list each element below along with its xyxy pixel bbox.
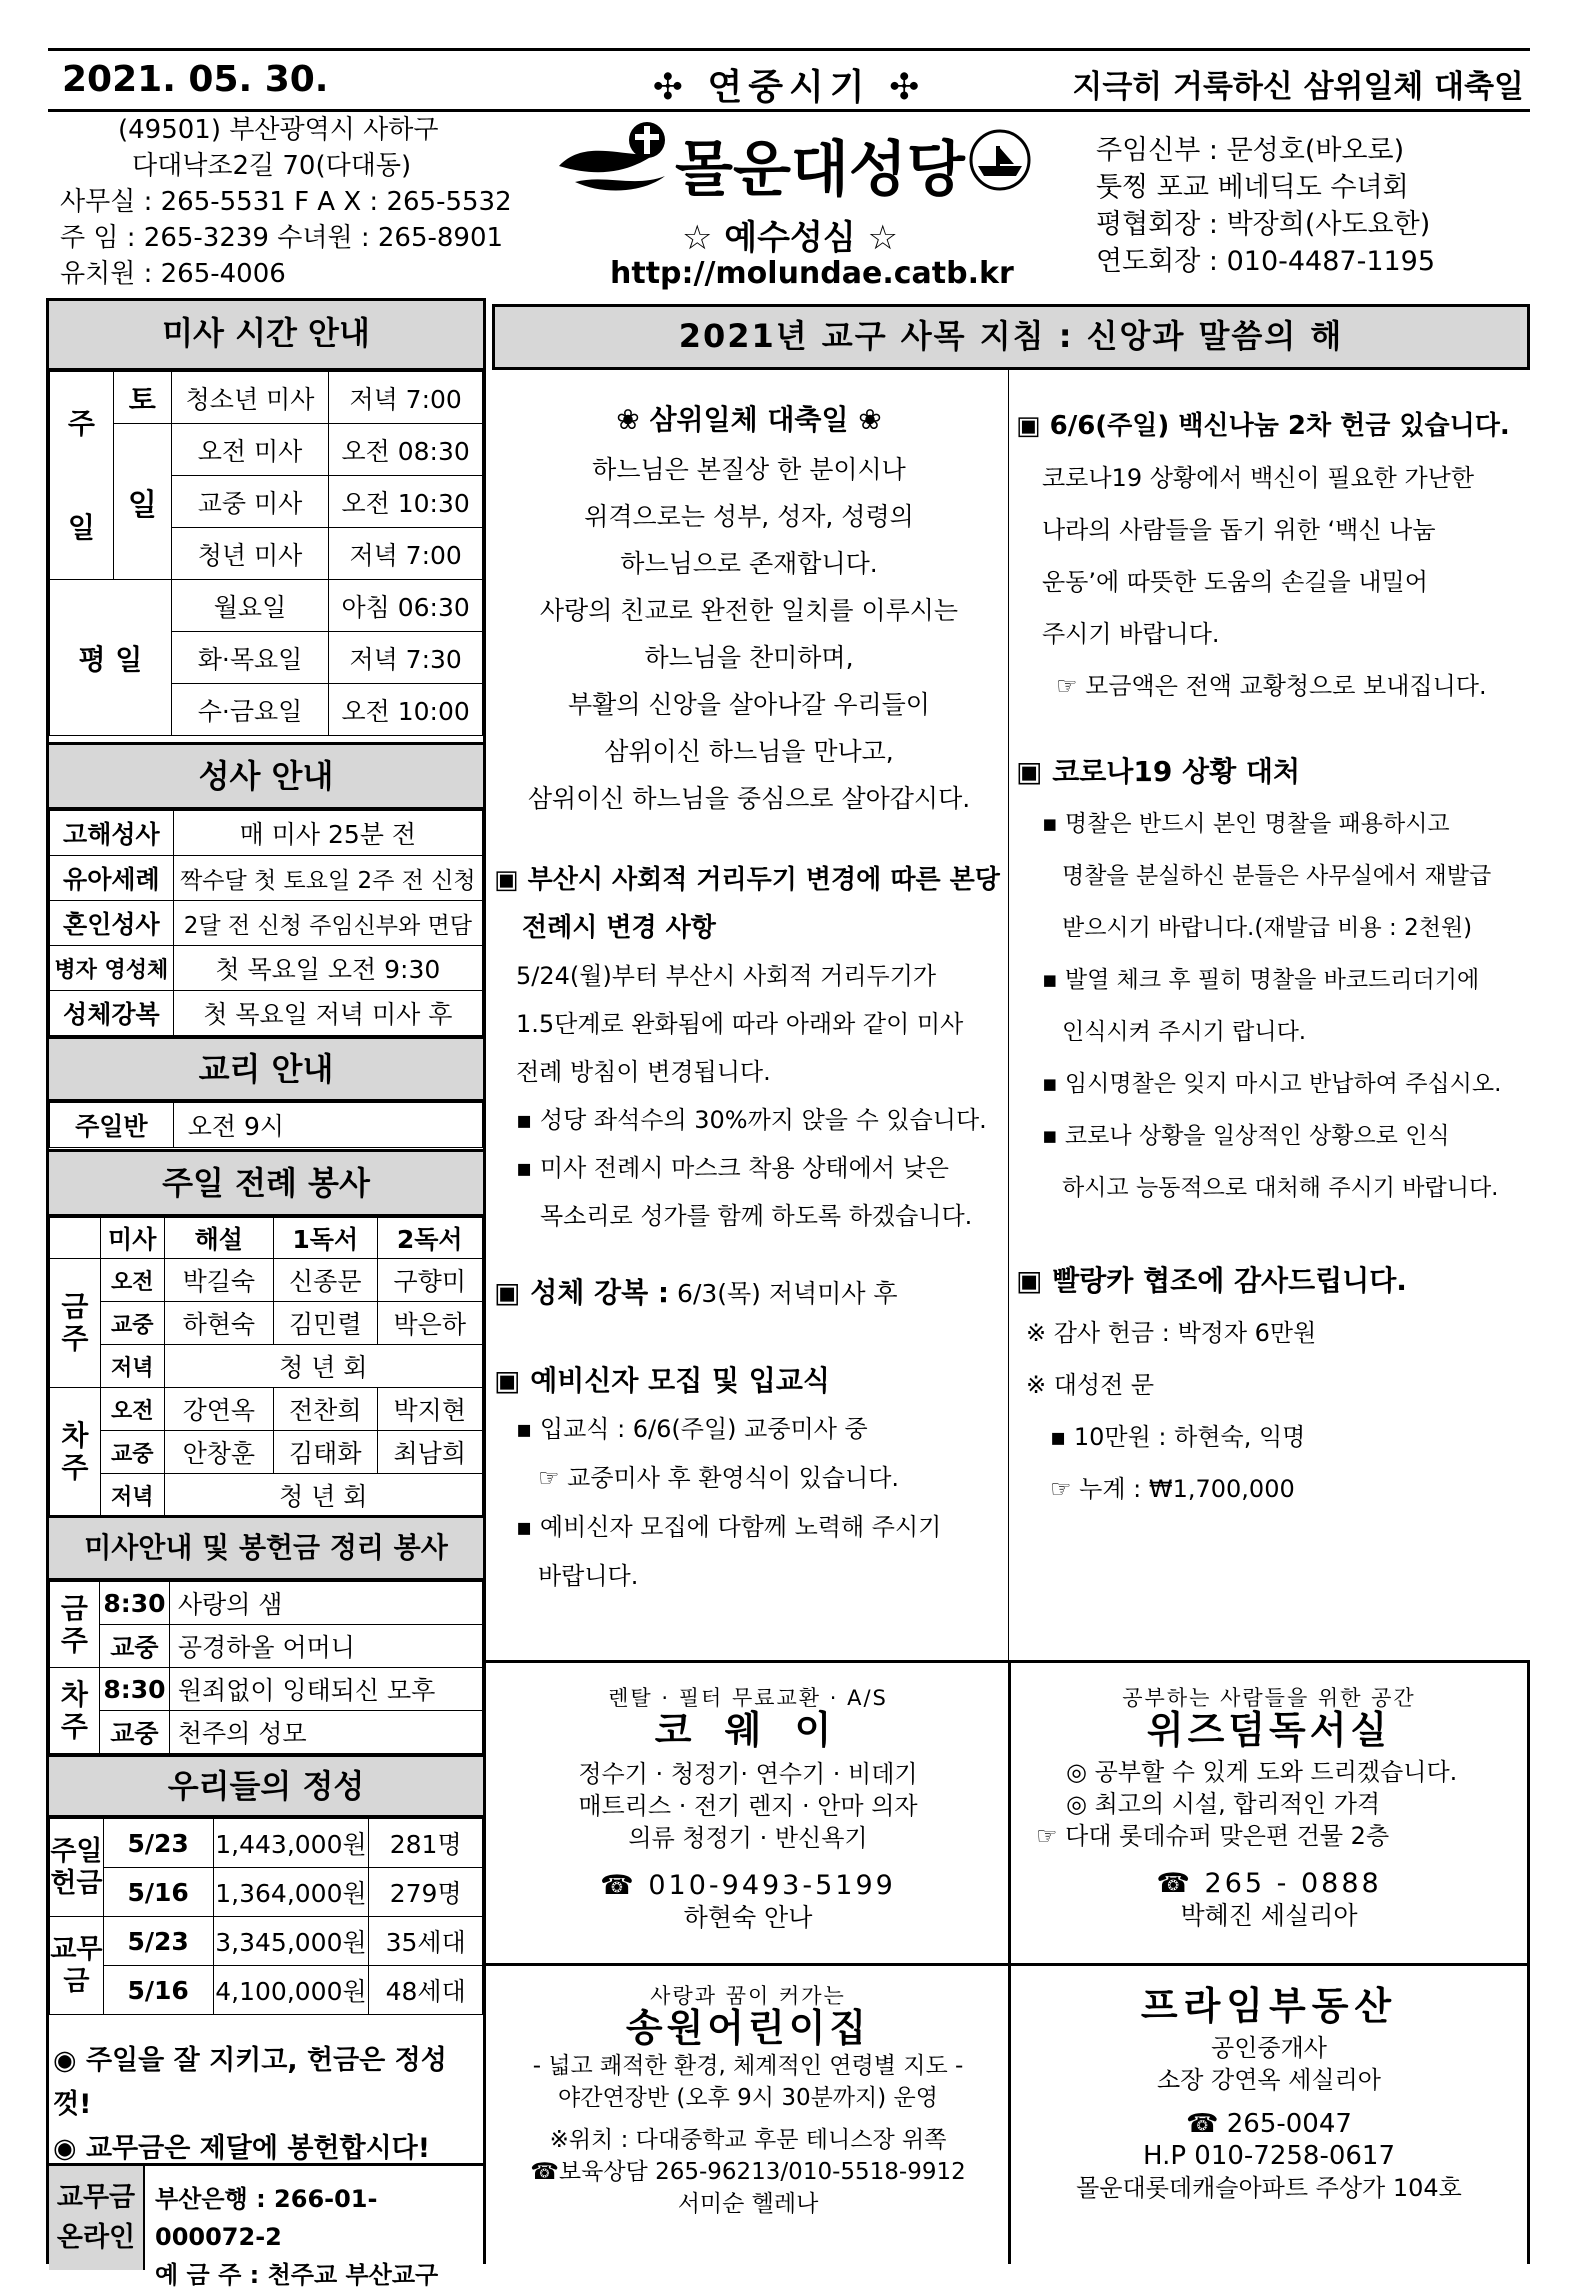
sacrament-info: 첫 목요일 저녁 미사 후: [173, 991, 482, 1036]
commentator: 박길숙: [164, 1259, 273, 1302]
mass-name: 교중 미사: [171, 476, 329, 528]
sacrament-name: 성체강복: [50, 991, 174, 1036]
sisters-line: 툿찡 포교 베네딕도 수녀회: [1096, 172, 1409, 203]
this-week-label: 금주: [50, 1582, 100, 1668]
ad-line: 소장 강연옥 세실리아: [1157, 2066, 1381, 2094]
covid-line: ▪ 코로나 상황을 일상적인 상황으로 인식: [1042, 1123, 1450, 1149]
offering-service-title: 미사안내 및 봉헌금 정리 봉사: [49, 1515, 483, 1581]
donations-table: [49, 1818, 483, 2015]
mass-slot: 교중: [100, 1431, 164, 1474]
ad-line: 야간연장반 (오후 9시 30분까지) 운영: [558, 2085, 938, 2111]
ad-location: ※위치 : 다대중학교 후문 테니스장 위쪽: [549, 2127, 947, 2153]
catechism-time: 오전 9시: [173, 1103, 482, 1148]
youth-group: 청 년 회: [164, 1474, 482, 1517]
donation-amount: 1,364,000원: [213, 1868, 369, 1917]
this-week-label: 금주: [50, 1259, 101, 1388]
youth-group: 청 년 회: [164, 1345, 482, 1388]
ad-phone: ☎보육상담 265-96213/010-5518-9912: [530, 2159, 966, 2185]
vaccine-line: 나라의 사람들을 돕기 위한 ‘백신 나눔: [1042, 516, 1436, 544]
sacrament-info: 첫 목요일 오전 9:30: [173, 946, 482, 991]
reader-2: 박은하: [377, 1302, 483, 1345]
trinity-line: 하느님은 본질상 한 분이시나: [592, 455, 906, 484]
saturday-label: 토: [113, 372, 171, 424]
reader-1: 김민렬: [274, 1302, 377, 1345]
thanks-line: ※ 대성전 문: [1026, 1371, 1155, 1399]
mass-slot: 8:30: [99, 1668, 169, 1711]
donation-date: 5/16: [103, 1868, 213, 1917]
distancing-title: ▣ 부산시 사회적 거리두기 변경에 따른 본당: [494, 865, 1000, 895]
address-line: (49501) 부산광역시 사하구: [118, 115, 439, 145]
distancing-bullet: ▪ 성당 좌석수의 30%까지 앉을 수 있습니다.: [516, 1106, 987, 1134]
sacrament-info: 매 미사 25분 전: [173, 811, 482, 856]
address-line: 다대낙조2길 70(다대동): [132, 151, 412, 181]
mass-slot: 교중: [99, 1711, 169, 1754]
mass-name: 오전 미사: [171, 424, 329, 476]
catechumen-line: 바랍니다.: [538, 1562, 639, 1590]
distancing-line: 전례 방침이 변경됩니다.: [516, 1058, 771, 1086]
offering-notes: [53, 2039, 483, 2171]
distancing-bullet: 목소리로 성가를 함께 하도록 하겠습니다.: [540, 1202, 973, 1230]
service-group: 원죄없이 잉태되신 모후: [169, 1668, 482, 1711]
online-info: [155, 2180, 483, 2294]
mass-times-title: 미사 시간 안내: [49, 301, 483, 371]
trinity-line: 부활의 신앙을 살아나갈 우리들이: [568, 690, 930, 719]
pastor-line: 주임신부 : 문성호(바오로): [1096, 135, 1405, 166]
next-week-label: 차주: [50, 1668, 100, 1754]
ad-phone: ☎ 010-9493-5199: [600, 1870, 896, 1901]
donation-count: 279명: [369, 1868, 483, 1917]
mass-name: 청소년 미사: [171, 372, 329, 424]
season-label: ✣ 연중시기 ✣: [652, 67, 926, 108]
trinity-section: [494, 402, 1004, 822]
covid-line: 하시고 능동적으로 대처해 주시기 바랍니다.: [1062, 1175, 1499, 1201]
thanks-line: ☞ 누계 : ₩1,700,000: [1050, 1475, 1295, 1503]
vaccine-title: ▣ 6/6(주일) 백신나눔 2차 헌금 있습니다.: [1016, 411, 1510, 441]
liturgy-title: 주일 전례 봉사: [49, 1149, 483, 1217]
catechumen-line: ▪ 예비신자 모집에 다함께 노력해 주시기: [516, 1513, 942, 1541]
ad-address: 몰운대롯데캐슬아파트 주상가 104호: [1076, 2174, 1462, 2202]
ad-line: 공인중개사: [1211, 2034, 1327, 2062]
donation-date: 5/23: [103, 1819, 213, 1868]
ship-emblem-icon: [968, 128, 1032, 192]
ad-line: ◎ 공부할 수 있게 도와 드리겠습니다.: [1066, 1758, 1458, 1786]
vaccine-section: [1016, 400, 1536, 712]
catechumen-line: ☞ 교중미사 후 환영식이 있습니다.: [538, 1464, 900, 1492]
mass-time: 오전 10:30: [329, 476, 483, 528]
mass-slot: 오전: [100, 1388, 164, 1431]
donation-date: 5/16: [103, 1966, 213, 2015]
ad-phone: ☎ 265 - 0888: [1156, 1868, 1382, 1899]
ad-line: 매트리스 · 전기 렌지 · 안마 의자: [578, 1792, 918, 1820]
mass-slot: 8:30: [99, 1582, 169, 1625]
covid-line: ▪ 발열 체크 후 필히 명찰을 바코드리더기에: [1042, 967, 1480, 993]
parish-due-label: 교무금: [50, 1917, 104, 2015]
covid-line: ▪ 임시명찰은 잊지 마시고 반납하여 주십시오.: [1042, 1071, 1502, 1097]
service-group: 공경하올 어머니: [169, 1625, 482, 1668]
sacrament-name: 유아세례: [50, 856, 174, 901]
ad-contact: 서미순 헬레나: [677, 2191, 819, 2217]
sunday-offering-label: 주일헌금: [50, 1819, 104, 1917]
distancing-line: 1.5단계로 완화됨에 따라 아래와 같이 미사: [516, 1010, 964, 1038]
offering-service-table: [49, 1581, 483, 1754]
ad-contact: 박혜진 세실리아: [1180, 1901, 1358, 1930]
covid-line: 받으시기 바랍니다.(재발급 비용 : 2천원): [1062, 915, 1473, 941]
service-group: 사랑의 샘: [169, 1582, 482, 1625]
feast-label: 지극히 거룩하신 삼위일체 대축일: [1072, 69, 1524, 105]
staff-block: [1096, 132, 1435, 280]
reader-2: 구향미: [377, 1259, 483, 1302]
catechism-table: [49, 1102, 483, 1148]
mass-slot: 오전: [100, 1259, 164, 1302]
ad-title: 프라임부동산: [1140, 1984, 1398, 2028]
catechumen-title: ▣ 예비신자 모집 및 입교식: [494, 1364, 830, 1397]
vaccine-note: ☞ 모금액은 전액 교황청으로 보내집니다.: [1056, 672, 1487, 700]
covid-line: 인식시켜 주시기 랍니다.: [1062, 1019, 1307, 1045]
trinity-line: 하느님으로 존재합니다.: [620, 549, 878, 578]
covid-title: ▣ 코로나19 상황 대처: [1016, 755, 1301, 788]
thanks-line: ▪ 10만원 : 하현숙, 익명: [1050, 1423, 1306, 1451]
trinity-title: ❀ 삼위일체 대축일 ❀: [616, 403, 882, 436]
ads-divider: [1008, 1660, 1011, 2264]
donation-amount: 4,100,000원: [213, 1966, 369, 2015]
sacrament-name: 혼인성사: [50, 901, 174, 946]
catechumen-line: ▪ 입교식 : 6/6(주일) 교중미사 중: [516, 1415, 868, 1443]
issue-date: 2021. 05. 30.: [62, 59, 329, 100]
covid-section: [1016, 746, 1536, 1214]
note-line: ◉ 주일을 잘 지키고, 헌금은 정성껏!: [53, 2045, 447, 2120]
distancing-line: 5/24(월)부터 부산시 사회적 거리두기가: [516, 962, 937, 990]
sacraments-table: [49, 810, 483, 1036]
prime-ad: [1012, 1984, 1526, 2204]
ad-line: 의류 청정기 · 반신욕기: [628, 1824, 868, 1852]
thanks-line: ※ 감사 헌금 : 박정자 6만원: [1026, 1319, 1317, 1347]
donation-amount: 1,443,000원: [213, 1819, 369, 1868]
ad-line: - 넓고 쾌적한 환경, 체계적인 연령별 지도 -: [532, 2053, 964, 2079]
phone-line: 유치원 : 265-4006: [60, 259, 286, 289]
yeondo-line: 연도회장 : 010-4487-1195: [1096, 246, 1436, 277]
reader-1: 김태화: [274, 1431, 377, 1474]
note-line: ◉ 교무금은 제달에 봉헌합시다!: [53, 2133, 431, 2164]
sacraments-title: 성사 안내: [49, 742, 483, 810]
coway-ad: [490, 1682, 1006, 1934]
ads-right-border: [1527, 1660, 1530, 2264]
mass-time: 오전 08:30: [329, 424, 483, 476]
ad-contact: 하현숙 안나: [683, 1903, 813, 1932]
ad-line: ◎ 최고의 시설, 합리적인 가격: [1066, 1790, 1381, 1818]
church-logo-icon: [555, 118, 675, 198]
bank-account: 부산은행 : 266-01-000072-2: [155, 2185, 378, 2251]
account-holder: 예 금 주 : 천주교 부산교구: [155, 2261, 439, 2289]
liturgy-table: [49, 1217, 483, 1517]
col-header: 2독서: [377, 1218, 483, 1259]
mass-name: 청년 미사: [171, 528, 329, 580]
donation-count: 35세대: [369, 1917, 483, 1966]
council-line: 평협회장 : 박장희(사도요한): [1096, 209, 1431, 240]
top-bar: [48, 48, 1530, 112]
service-group: 천주의 성모: [169, 1711, 482, 1754]
online-label: 교무금 온라인: [49, 2166, 145, 2270]
sunday-day-label: 일: [113, 424, 171, 580]
sacrament-info: 짝수달 첫 토요일 2주 전 신청: [173, 856, 482, 901]
mass-slot: 저녁: [100, 1474, 164, 1517]
trinity-line: 하느님을 찬미하며,: [644, 643, 854, 672]
ad-phone: ☎ 265-0047: [1186, 2109, 1352, 2139]
vaccine-line: 운동’에 따뜻한 도움의 손길을 내밀어: [1042, 568, 1428, 596]
col-header: 미사: [100, 1218, 164, 1259]
ad-title: 위즈덤독서실: [1146, 1708, 1392, 1752]
covid-line: ▪ 명찰은 반드시 본인 명찰을 패용하시고: [1042, 811, 1450, 837]
ad-line: ☞ 다대 롯데슈퍼 맞은편 건물 2층: [1036, 1822, 1390, 1850]
mass-slot: 저녁: [100, 1345, 164, 1388]
motto: ☆ 예수성심 ☆: [681, 218, 898, 258]
catechism-title: 교리 안내: [49, 1036, 483, 1102]
vaccine-line: 코로나19 상황에서 백신이 필요한 가난한: [1042, 464, 1474, 492]
mass-times-table: [49, 371, 483, 736]
donation-amount: 3,345,000원: [213, 1917, 369, 1966]
commentator: 하현숙: [164, 1302, 273, 1345]
donation-count: 48세대: [369, 1966, 483, 2015]
mass-time: 아침 06:30: [329, 580, 483, 632]
contact-block: [60, 112, 520, 292]
vaccine-line: 주시기 바랍니다.: [1042, 620, 1220, 648]
mass-time: 오전 10:00: [329, 684, 483, 736]
sacrament-info: 2달 전 신청 주임신부와 면담: [173, 901, 482, 946]
donation-count: 281명: [369, 1819, 483, 1868]
catechumen-section: [494, 1356, 1004, 1601]
donation-date: 5/23: [103, 1917, 213, 1966]
next-week-label: 차주: [50, 1388, 101, 1517]
thanks-section: [1016, 1255, 1536, 1515]
mass-slot: 교중: [99, 1625, 169, 1668]
ad-line: 정수기 · 청정기· 연수기 · 비데기: [578, 1760, 918, 1788]
trinity-line: 사랑의 친교로 완전한 일치를 이루시는: [539, 596, 959, 625]
ad-subtitle: 사랑과 꿈이 커가는: [650, 1984, 846, 2008]
pastoral-banner: 2021년 교구 사목 지침 : 신앙과 말씀의 해: [492, 304, 1530, 370]
mass-name: 화·목요일: [171, 632, 329, 684]
thanks-title: ▣ 빨랑카 협조에 감사드립니다.: [1016, 1264, 1407, 1297]
mass-name: 월요일: [171, 580, 329, 632]
distancing-title: 전례시 변경 사항: [522, 913, 716, 943]
catechism-class: 주일반: [50, 1103, 174, 1148]
reader-1: 신종문: [274, 1259, 377, 1302]
mass-slot: 교중: [100, 1302, 164, 1345]
mass-name: 수·금요일: [171, 684, 329, 736]
distancing-section: [494, 856, 1008, 1240]
col-header: 해설: [164, 1218, 273, 1259]
sacrament-name: 고해성사: [50, 811, 174, 856]
mass-time: 저녁 7:30: [329, 632, 483, 684]
trinity-line: 위격으로는 성부, 성자, 성령의: [584, 502, 914, 531]
col-header: 1독서: [274, 1218, 377, 1259]
covid-line: 명찰을 분실하신 분들은 사무실에서 재발급: [1062, 863, 1492, 889]
wisdom-ad: [1012, 1682, 1526, 1932]
column-divider: [1008, 370, 1009, 1660]
benediction-section: [494, 1275, 1004, 1312]
mass-time: 저녁 7:00: [329, 372, 483, 424]
phone-line: 주 임 : 265-3239 수녀원 : 265-8901: [60, 223, 504, 253]
sunday-label: 주 일: [50, 372, 114, 580]
trinity-line: 삼위이신 하느님을 중심으로 살아갑시다.: [527, 784, 971, 813]
sacrament-name: 병자 영성체: [50, 946, 174, 991]
reader-2: 최남희: [377, 1431, 483, 1474]
ad-title: 송원어린이집: [625, 2006, 871, 2050]
reader-1: 전찬희: [274, 1388, 377, 1431]
benediction-title: ▣ 성체 강복 :: [494, 1276, 670, 1309]
reader-2: 박지현: [377, 1388, 483, 1431]
songwon-ad: [490, 1980, 1006, 2220]
benediction-text: 6/3(목) 저녁미사 후: [677, 1279, 898, 1308]
donations-title: 우리들의 정성: [49, 1754, 483, 1818]
church-name: 몰운대성당: [675, 135, 965, 205]
mass-time: 저녁 7:00: [329, 528, 483, 580]
commentator: 안창훈: [164, 1431, 273, 1474]
online-donation: [49, 2163, 483, 2289]
ad-subtitle: 공부하는 사람들을 위한 공간: [1122, 1686, 1416, 1710]
website-link[interactable]: http://molundae.catb.kr: [610, 256, 1014, 291]
ad-subtitle: 렌탈 · 필터 무료교환 · A/S: [608, 1686, 888, 1710]
weekday-label: 평 일: [50, 580, 172, 736]
ad-mobile: H.P 010-7258-0617: [1142, 2141, 1396, 2171]
left-column: [46, 298, 486, 2289]
distancing-bullet: ▪ 미사 전례시 마스크 착용 상태에서 낮은: [516, 1154, 949, 1182]
ad-title: 코 웨 이: [654, 1708, 842, 1752]
commentator: 강연옥: [164, 1388, 273, 1431]
trinity-line: 삼위이신 하느님을 만나고,: [604, 737, 894, 766]
phone-line: 사무실 : 265-5531 F A X : 265-5532: [60, 187, 512, 217]
